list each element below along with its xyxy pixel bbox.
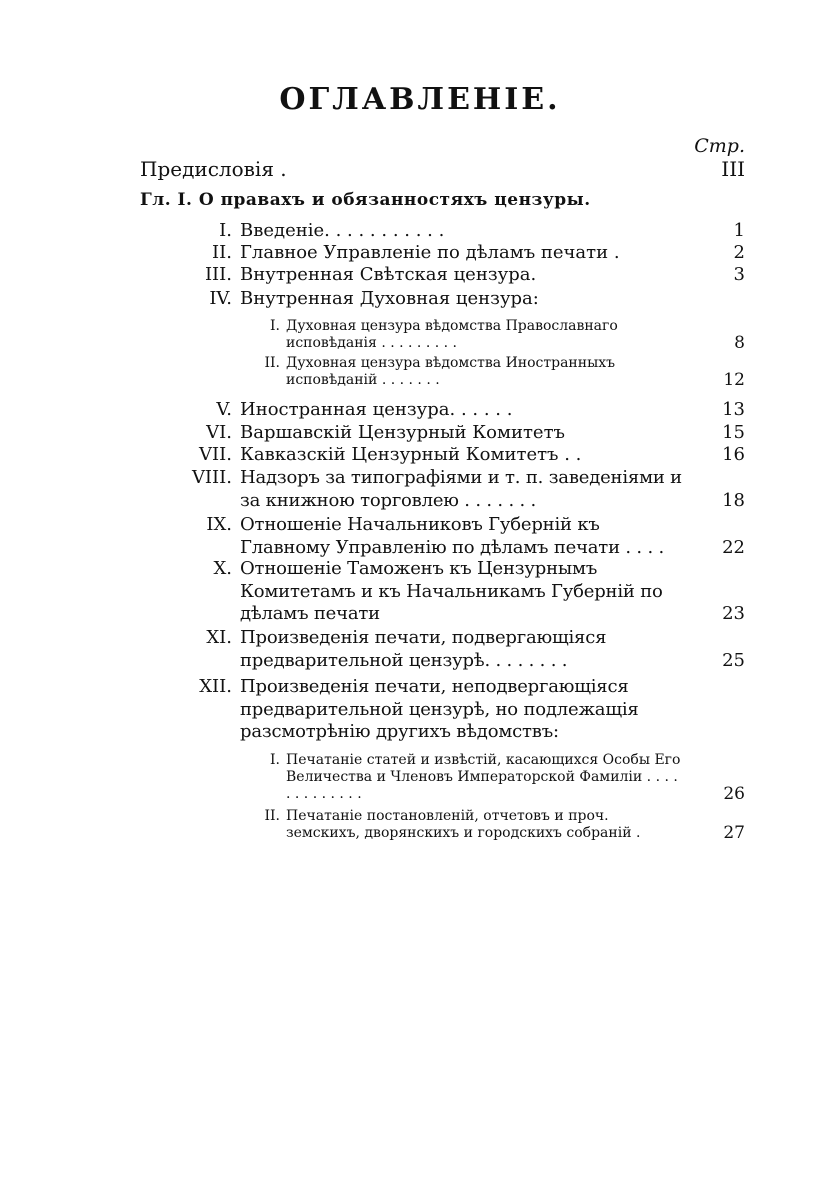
toc-entry-text: Отношеніе Начальниковъ Губерній къ Главному Управленію по дѣламъ печати . . . . <box>240 514 665 558</box>
toc-entry-text: Внутренная Духовная цензура: <box>240 288 539 309</box>
toc-entry-number: I. <box>219 220 232 241</box>
toc-entry <box>150 399 745 422</box>
toc-subentry-text: Духовная цензура вѣдомства Православнаго исповѣданія . . . . . . . . . <box>286 318 618 351</box>
toc-entry-page: 18 <box>722 489 745 511</box>
toc-entry-page: 23 <box>722 603 745 624</box>
toc-subentry <box>250 752 745 803</box>
toc-subentry-number: I. <box>270 318 280 334</box>
toc-entry <box>150 467 745 512</box>
toc-entry-number: IX. <box>206 514 232 535</box>
toc-entry-page: 25 <box>722 649 745 671</box>
toc-subentry-page: 8 <box>734 333 745 353</box>
toc-subentry <box>250 808 745 842</box>
toc-preface-page: III <box>721 157 745 181</box>
toc-subentry-number: I. <box>270 752 280 768</box>
toc-entry-number: XI. <box>206 627 232 648</box>
toc-entry <box>150 422 745 445</box>
page-title: ОГЛАВЛЕНІЕ. <box>279 82 561 117</box>
toc-entry <box>150 242 745 265</box>
toc-entry-page: 3 <box>733 264 745 285</box>
toc-entry <box>150 264 745 287</box>
toc-subentry-text: Печатаніе постановленій, отчетовъ и проч. земскихъ, дворянскихъ и городскихъ собраній . <box>286 808 641 841</box>
toc-entry-text: Произведенія печати, подвергающіяся предварительной цензурѣ. . . . . . . . <box>240 627 607 671</box>
toc-entry-number: II. <box>212 242 232 263</box>
toc-entry-text: Кавказскій Цензурный Комитетъ . . <box>240 444 582 465</box>
toc-entry-text: Надзоръ за типографіями и т. п. заведеніями и за книжною торговлею . . . . . . . <box>240 467 682 511</box>
toc-subentry-page: 12 <box>723 370 745 390</box>
toc-entry-number: X. <box>213 558 232 579</box>
toc-entry-number: IV. <box>209 288 232 309</box>
toc-subentry-number: II. <box>264 355 280 371</box>
toc-entry-text: Произведенія печати, неподвергающіяся предварительной цензурѣ, но подлежащія разсмотрѣнію другихъ вѣдомствъ: <box>240 676 639 742</box>
toc-entry-page: 13 <box>722 399 745 420</box>
toc-entry <box>150 220 745 243</box>
toc-entry-page: 2 <box>733 242 745 263</box>
toc-subentry-number: II. <box>264 808 280 824</box>
toc-entry <box>150 444 745 467</box>
toc-entry-text: Отношеніе Таможенъ къ Цензурнымъ Комитетамъ и къ Начальникамъ Губерній по дѣламъ печати <box>240 558 663 624</box>
toc-entry <box>150 676 745 744</box>
toc-entry-number: III. <box>204 264 232 285</box>
toc-entry-page: 22 <box>722 536 745 558</box>
chapter-heading: Гл. I. О правахъ и обязанностяхъ цензуры. <box>140 190 591 210</box>
toc-entry-number: XII. <box>199 676 232 697</box>
toc-subentry-page: 27 <box>723 823 745 843</box>
toc-entry-page: 1 <box>733 220 745 241</box>
toc-subentry-text: Печатаніе статей и извѣстій, касающихся Особы Его Величества и Членовъ Императорской Фамиліи . . . . . . . . . . . . . <box>286 752 681 802</box>
toc-entry-number: V. <box>216 399 232 420</box>
toc-entry-text: Варшавскій Цензурный Комитетъ <box>240 422 565 443</box>
toc-entry-text: Введеніе. . . . . . . . . . . <box>240 220 445 241</box>
toc-subentry <box>250 318 745 352</box>
page-column-label: Стр. <box>694 135 745 157</box>
toc-entry-number: VI. <box>206 422 232 443</box>
toc-entry-text: Внутренная Свѣтская цензура. <box>240 264 537 285</box>
toc-entry <box>150 558 745 626</box>
toc-entry <box>150 627 745 672</box>
toc-entry-page: 15 <box>722 422 745 443</box>
toc-preface-text: Предисловія . <box>140 157 287 181</box>
toc-entry-text: Главное Управленіе по дѣламъ печати . <box>240 242 620 263</box>
toc-entry <box>150 288 745 311</box>
toc-subentry-page: 26 <box>723 784 745 804</box>
toc-entry-number: VIII. <box>191 467 232 488</box>
toc-subentry <box>250 355 745 389</box>
toc-entry-page: 16 <box>722 444 745 465</box>
toc-entry <box>150 514 745 559</box>
toc-entry-number: VII. <box>199 444 232 465</box>
toc-subentry-text: Духовная цензура вѣдомства Иностранныхъ исповѣданій . . . . . . . <box>286 355 616 388</box>
toc-entry-text: Иностранная цензура. . . . . . <box>240 399 513 420</box>
